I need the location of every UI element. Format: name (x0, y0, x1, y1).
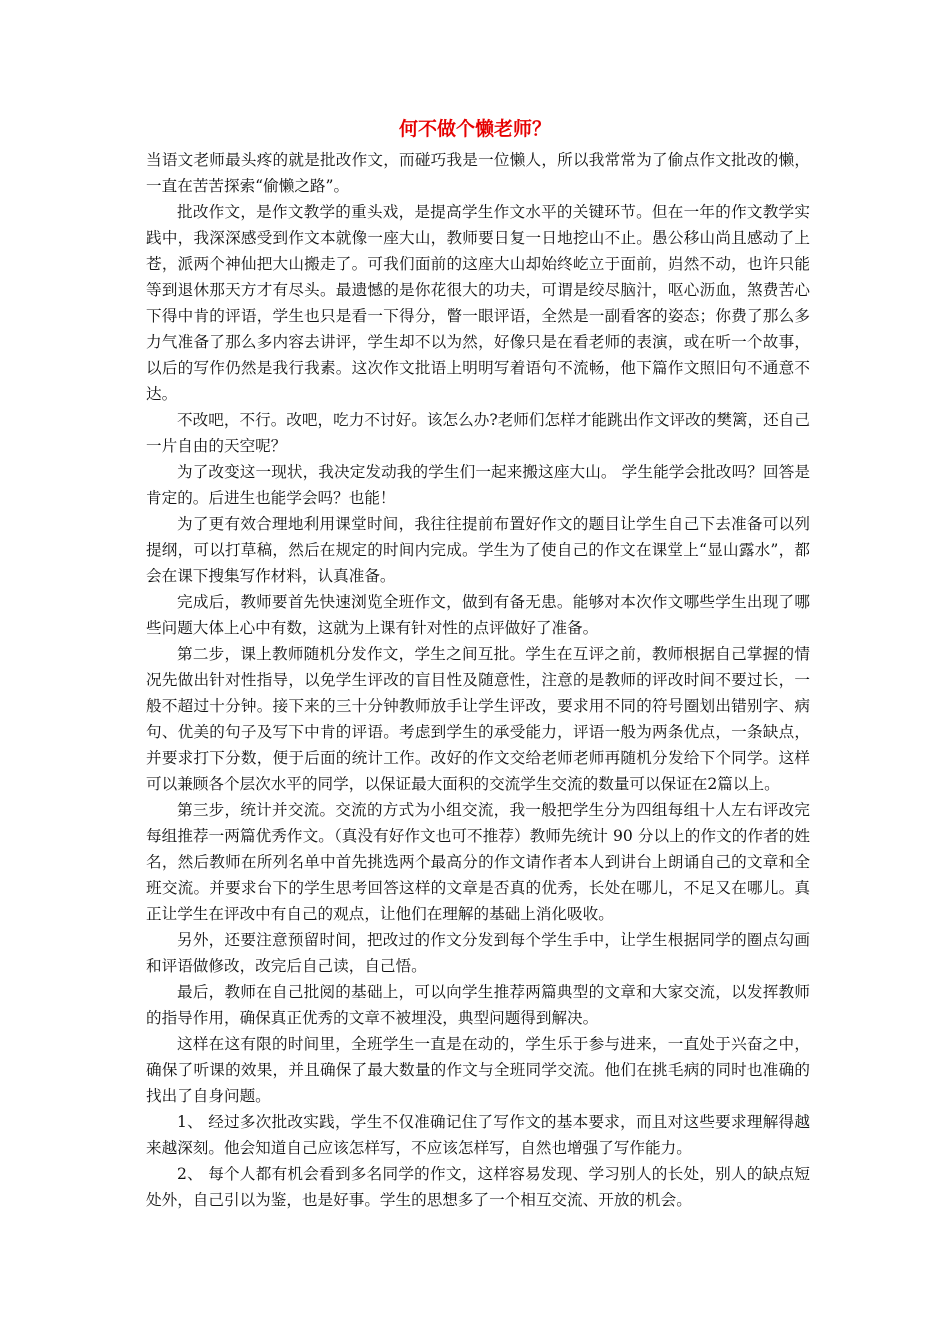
paragraph: 完成后，教师要首先快速浏览全班作文，做到有备无患。能够对本次作文哪些学生出现了哪些问题大体上心中有数，这就为上课有针对性的点评做好了准备。 (146, 593, 810, 637)
paragraph: 另外，还要注意预留时间，把改过的作文分发到每个学生手中，让学生根据同学的圈点勾画和评语做修改，改完后自己读，自己悟。 (146, 931, 810, 975)
paragraph: 批改作文，是作文教学的重头戏，是提高学生作文水平的关键环节。但在一年的作文教学实践中，我深深感受到作文本就像一座大山，教师要日复一日地挖山不止。愚公移山尚且感动了上苍，派两个神仙把大山搬走了。可我们面前的这座大山却始终屹立于面前，岿然不动，也许只能等到退休那天方才有尽头。最遗憾的是你花很大的功夫，可谓是绞尽脑汁，呕心沥血，煞费苦心下得中肯的评语，学生也只是看一下得分，瞥一眼评语，全然是一副看客的姿态；你费了那么多力气准备了那么多内容去讲评，学生却不以为然，好像只是在看老师的表演，或在听一个故事，以后的写作仍然是我行我素。这次作文批语上明明写着语句不流畅，他下篇作文照旧句不通意不达。 (146, 203, 810, 403)
numbered-paragraph: 2、 每个人都有机会看到多名同学的作文，这样容易发现、学习别人的长处，别人的缺点短处外，自己引以为鉴，也是好事。学生的思想多了一个相互交流、开放的机会。 (146, 1165, 810, 1209)
paragraph: 这样在这有限的时间里，全班学生一直是在动的，学生乐于参与进来，一直处于兴奋之中，确保了听课的效果，并且确保了最大数量的作文与全班同学交流。他们在挑毛病的同时也准确的找出了自身问题。 (146, 1035, 810, 1105)
paragraph: 为了更有效合理地利用课堂时间，我往往提前布置好作文的题目让学生自己下去准备可以列提纲，可以打草稿，然后在规定的时间内完成。学生为了使自己的作文在课堂上“显山露水”，都会在课下搜集写作材料，认真准备。 (146, 515, 810, 585)
paragraph: 不改吧，不行。改吧，吃力不讨好。该怎么办?老师们怎样才能跳出作文评改的樊篱，还自己一片自由的天空呢？ (146, 411, 810, 455)
numbered-paragraph: 1、 经过多次批改实践，学生不仅准确记住了写作文的基本要求，而且对这些要求理解得越来越深刻。他会知道自己应该怎样写，不应该怎样写，自然也增强了写作能力。 (146, 1113, 810, 1157)
paragraph: 第三步，统计并交流。交流的方式为小组交流，我一般把学生分为四组每组十人左右评改完每组推荐一两篇优秀作文。（真没有好作文也可不推荐）教师先统计 90 分以上的作文的作者的姓名，然后教师在所列名单中首先挑选两个最高分的作文请作者本人到讲台上朗诵自己的文章和全班交流。并要求台下的学生思考回答这样的文章是否真的优秀，长处在哪儿，不足又在哪儿。真正让学生在评改中有自己的观点，让他们在理解的基础上消化吸收。 (146, 801, 810, 923)
paragraph: 最后，教师在自己批阅的基础上，可以向学生推荐两篇典型的文章和大家交流，以发挥教师的指导作用，确保真正优秀的文章不被埋没，典型问题得到解决。 (146, 983, 810, 1027)
document-title: 何不做个懒老师？ (398, 118, 551, 140)
paragraph: 第二步，课上教师随机分发作文，学生之间互批。学生在互评之前，教师根据自己掌握的情况先做出针对性指导，以免学生评改的盲目性及随意性，注意的是教师的评改时间不要过长，一般不超过十分钟。接下来的三十分钟教师放手让学生评改，要求用不同的符号圈划出错别字、病句、优美的句子及写下中肯的评语。考虑到学生的承受能力，评语一般为两条优点，一条缺点，并要求打下分数，便于后面的统计工作。改好的作文交给老师老师再随机分发给下个同学。这样可以兼顾各个层次水平的同学，以保证最大面积的交流学生交流的数量可以保证在2篇以上。 (146, 645, 810, 793)
paragraph: 当语文老师最头疼的就是批改作文，而碰巧我是一位懒人，所以我常常为了偷点作文批改的懒，一直在苦苦探索“偷懒之路”。 (146, 151, 810, 195)
paragraph: 为了改变这一现状，我决定发动我的学生们一起来搬这座大山。 学生能学会批改吗？回答是肯定的。后进生也能学会吗？也能！ (146, 463, 810, 507)
document-body (146, 147, 810, 1213)
